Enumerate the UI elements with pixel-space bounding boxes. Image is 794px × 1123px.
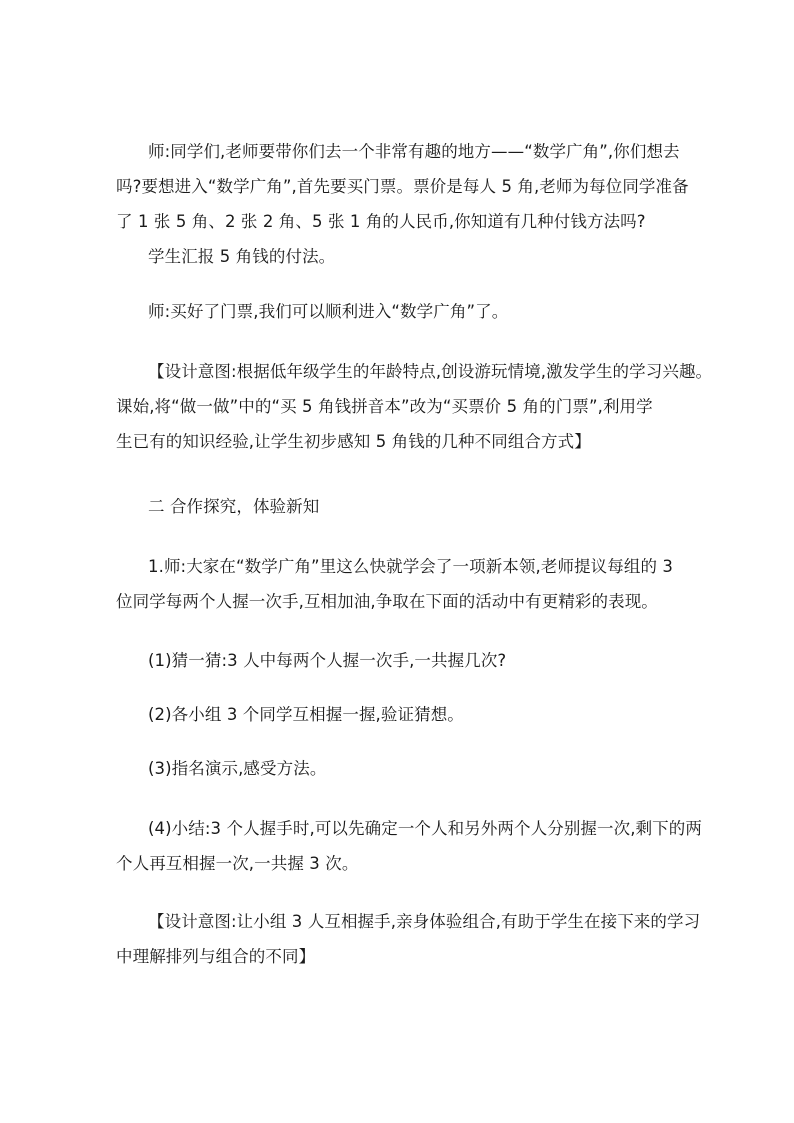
paragraph-enter-area <box>116 300 676 324</box>
text-line: 师:同学们,老师要带你们去一个非常有趣的地方——“数学广角”,你们想去 <box>148 142 680 161</box>
text-line: 生已有的知识经验,让学生初步感知 5 角钱的几种不同组合方式】 <box>116 432 591 451</box>
step-verify <box>116 703 676 727</box>
text-line: 了 1 张 5 角、2 张 2 角、5 张 1 角的人民币,你知道有几种付钱方法吗? <box>116 212 646 231</box>
text-line: 中理解排列与组合的不同】 <box>116 947 316 966</box>
text-line: (4)小结:3 个人握手时,可以先确定一个人和另外两个人分别握一次,剩下的两 <box>148 819 702 838</box>
paragraph-handshake-intro <box>116 549 676 619</box>
step-summary <box>116 811 702 881</box>
text-line: 【设计意图:让小组 3 人互相握手,亲身体验组合,有助于学生在接下来的学习 <box>148 912 701 931</box>
paragraph-ticket-intro <box>116 134 689 239</box>
text-line: 吗?要想进入“数学广角”,首先要买门票。票价是每人 5 角,老师为每位同学准备 <box>116 177 689 196</box>
paragraph-design-intent-2 <box>116 904 701 974</box>
paragraph-student-report <box>116 245 676 269</box>
text-line: 师:买好了门票,我们可以顺利进入“数学广角”了。 <box>148 302 509 321</box>
text-line: 二 合作探究，体验新知 <box>148 497 320 516</box>
step-demonstrate <box>116 757 676 781</box>
text-line: (1)猜一猜:3 人中每两个人握一次手,一共握几次? <box>148 651 507 670</box>
text-line: 个人再互相握一次,一共握 3 次。 <box>116 854 359 873</box>
text-line: 1.师:大家在“数学广角”里这么快就学会了一项新本领,老师提议每组的 3 <box>148 557 673 576</box>
step-guess <box>116 649 676 673</box>
paragraph-design-intent-1 <box>116 354 713 459</box>
text-line: (2)各小组 3 个同学互相握一握,验证猜想。 <box>148 705 464 724</box>
section-heading <box>116 495 676 519</box>
text-line: 位同学每两个人握一次手,互相加油,争取在下面的活动中有更精彩的表现。 <box>116 592 658 611</box>
text-line: 【设计意图:根据低年级学生的年龄特点,创设游玩情境,激发学生的学习兴趣。 <box>148 362 713 381</box>
text-line: (3)指名演示,感受方法。 <box>148 759 327 778</box>
text-line: 学生汇报 5 角钱的付法。 <box>148 247 336 266</box>
text-line: 课始,将“做一做”中的“买 5 角钱拼音本”改为“买票价 5 角的门票”,利用学 <box>116 397 653 416</box>
